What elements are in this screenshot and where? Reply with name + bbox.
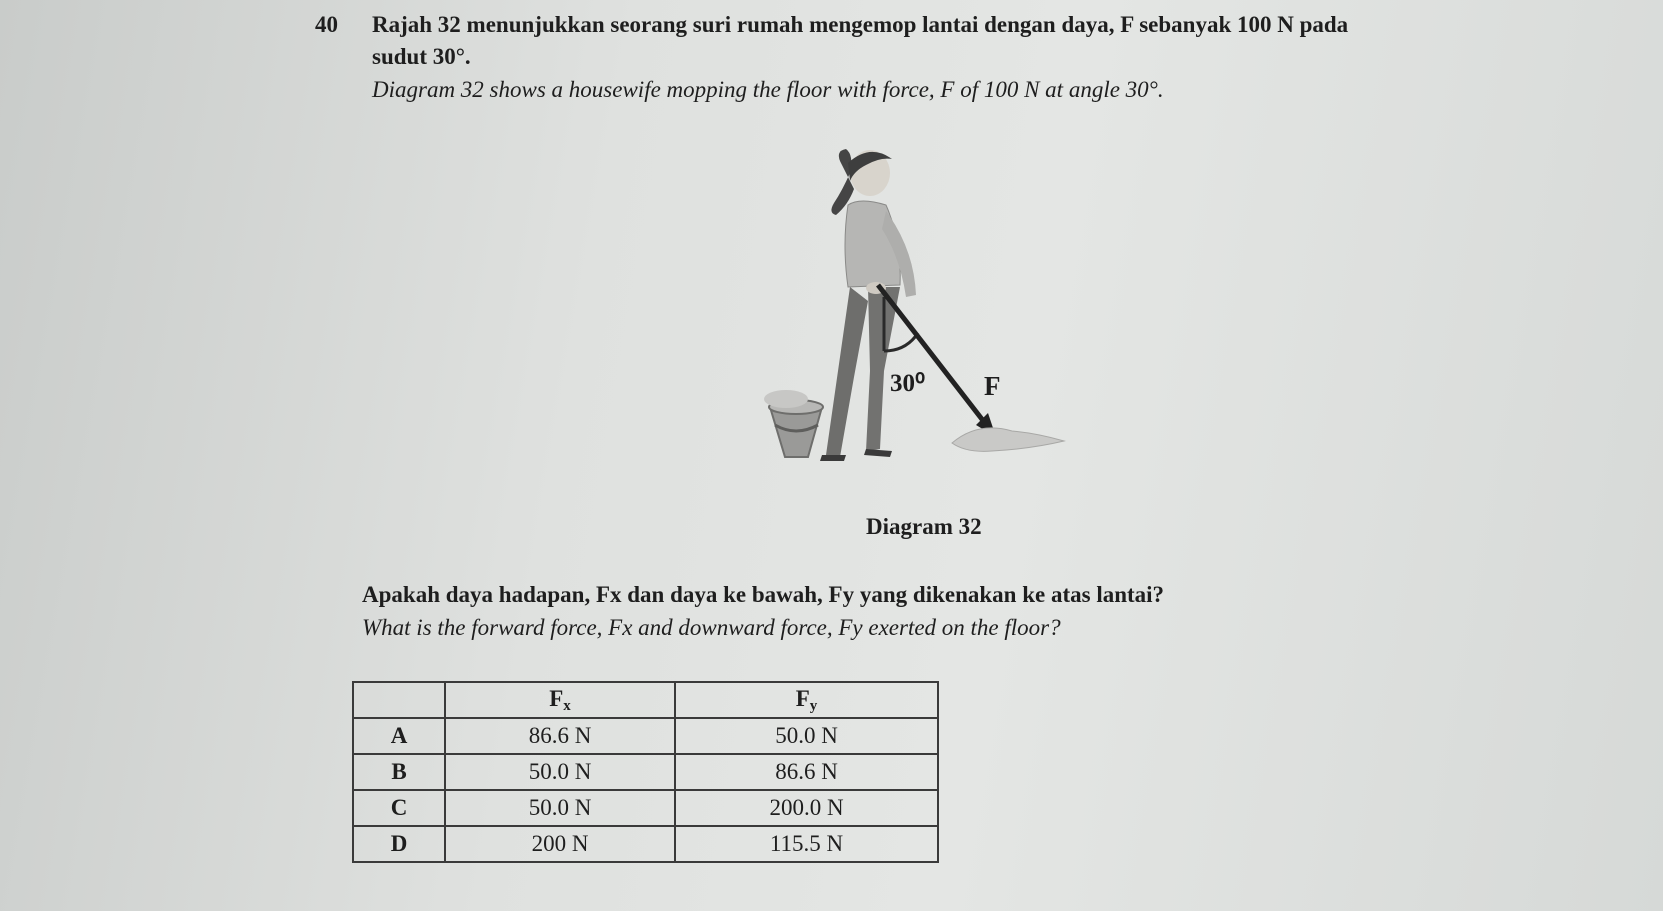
housewife-mopping-illustration xyxy=(730,145,1130,495)
fy-value: 86.6 N xyxy=(675,754,938,790)
diagram-caption: Diagram 32 xyxy=(866,514,982,539)
fy-value: 115.5 N xyxy=(675,826,938,862)
option-label: C xyxy=(353,790,445,826)
option-label: A xyxy=(353,718,445,754)
question-number: 40 xyxy=(315,12,338,37)
option-label: B xyxy=(353,754,445,790)
table-header-row xyxy=(353,682,938,718)
table-row[interactable] xyxy=(353,790,938,826)
angle-label: 30⁰ xyxy=(890,370,926,397)
table-row[interactable] xyxy=(353,754,938,790)
header-fx: $F_x$ xyxy=(445,682,675,718)
fx-value: 86.6 N xyxy=(445,718,675,754)
question-malay-line-2: sudut 30°. xyxy=(372,44,471,69)
table-row[interactable] xyxy=(353,826,938,862)
header-empty xyxy=(353,682,445,718)
prompt-english: What is the forward force, Fx and downward force, Fy exerted on the floor? xyxy=(362,615,1061,640)
question-malay-line-1: Rajah 32 menunjukkan seorang suri rumah mengemop lantai dengan daya, F sebanyak 100 N pada xyxy=(372,12,1349,37)
option-label: D xyxy=(353,826,445,862)
question-english-line-1: Diagram 32 shows a housewife mopping the floor with force, F of 100 N at angle 30°. xyxy=(372,77,1164,102)
prompt-malay: Apakah daya hadapan, Fx dan daya ke bawah, Fy yang dikenakan ke atas lantai? xyxy=(362,582,1165,607)
bucket-icon xyxy=(764,390,823,457)
table-row[interactable] xyxy=(353,718,938,754)
fx-value: 200 N xyxy=(445,826,675,862)
fx-value: 50.0 N xyxy=(445,754,675,790)
fy-value: 50.0 N xyxy=(675,718,938,754)
answer-options-table xyxy=(352,681,939,863)
header-fy: $F_y$ xyxy=(675,682,938,718)
diagram-32 xyxy=(730,145,1130,495)
force-label: F xyxy=(984,371,1001,401)
force-arrow-icon xyxy=(878,285,996,437)
fy-value: 200.0 N xyxy=(675,790,938,826)
fx-value: 50.0 N xyxy=(445,790,675,826)
